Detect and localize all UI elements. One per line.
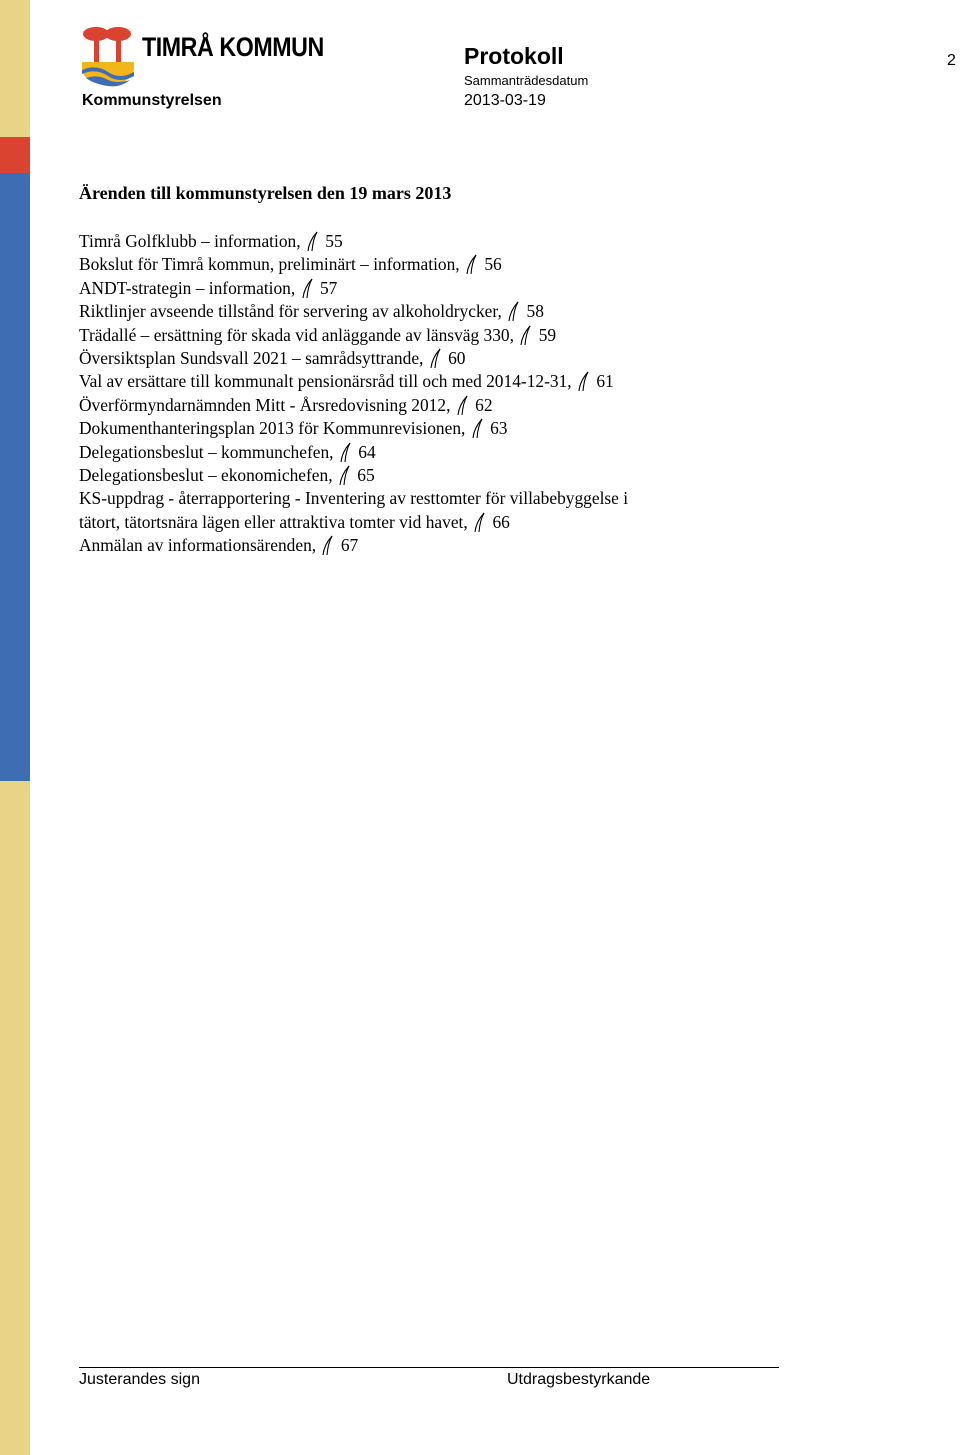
section-sign-icon xyxy=(321,535,334,556)
section-sign-icon xyxy=(577,371,590,392)
logo-text: TIMRÅ KOMMUN xyxy=(142,32,324,62)
agenda-item: Överförmyndarnämnden Mitt - Årsredovisning 2012, 62 xyxy=(79,394,493,415)
side-bar-yellow-bottom xyxy=(0,781,30,1455)
meeting-date-label: Sammanträdesdatum xyxy=(464,73,589,88)
section-sign-icon xyxy=(338,465,351,486)
municipality-logo-icon xyxy=(78,22,138,88)
section-sign-icon xyxy=(456,395,469,416)
agenda-item: Anmälan av informationsärenden, 67 xyxy=(79,535,359,556)
section-sign-icon xyxy=(507,301,520,322)
extract-certification-label: Utdragsbestyrkande xyxy=(507,1371,651,1388)
section-sign-icon xyxy=(465,254,478,275)
side-bar-red xyxy=(0,137,30,173)
meeting-date: 2013-03-19 xyxy=(464,92,546,109)
section-sign-icon xyxy=(339,442,352,463)
section-sign-icon xyxy=(519,325,532,346)
section-sign-icon xyxy=(429,348,442,369)
agenda-item: Bokslut för Timrå kommun, preliminärt – information, 56 xyxy=(79,254,502,275)
agenda-item: Delegationsbeslut – ekonomichefen, 65 xyxy=(79,465,375,486)
agenda-item: Trädallé – ersättning för skada vid anläggande av länsväg 330, 59 xyxy=(79,324,557,345)
section-sign-icon xyxy=(301,278,314,299)
section-sign-icon xyxy=(471,418,484,439)
section-sign-icon xyxy=(306,231,319,252)
section-sign-icon xyxy=(473,512,486,533)
page-heading: Ärenden till kommunstyrelsen den 19 mars 2013 xyxy=(79,183,452,203)
agenda-item: KS-uppdrag - återrapportering - Inventering av resttomter för villabebyggelse i tätort, tätortsnära lägen eller attraktiva tomter vid havet, 66 xyxy=(79,488,629,532)
side-color-bar xyxy=(0,0,30,1455)
department-name: Kommunstyrelsen xyxy=(82,92,222,109)
side-bar-blue xyxy=(0,173,30,781)
document-title: Protokoll xyxy=(464,43,564,69)
agenda-item: Timrå Golfklubb – information, 55 xyxy=(79,231,343,251)
agenda-item: Delegationsbeslut – kommunchefen, 64 xyxy=(79,441,376,462)
agenda-item: Val av ersättare till kommunalt pensionärsråd till och med 2014-12-31, 61 xyxy=(79,371,614,392)
agenda-list xyxy=(79,230,759,558)
side-bar-yellow-top xyxy=(0,0,30,137)
page-number: 2 xyxy=(947,52,956,69)
agenda-item: Dokumenthanteringsplan 2013 för Kommunrevisionen, 63 xyxy=(79,418,508,439)
agenda-item: Riktlinjer avseende tillstånd för servering av alkoholdrycker, 58 xyxy=(79,301,544,322)
signature-line xyxy=(79,1367,779,1368)
adjuster-signature-label: Justerandes sign xyxy=(79,1371,200,1388)
agenda-item: ANDT-strategin – information, 57 xyxy=(79,277,338,298)
agenda-item: Översiktsplan Sundsvall 2021 – samrådsyttrande, 60 xyxy=(79,348,466,369)
